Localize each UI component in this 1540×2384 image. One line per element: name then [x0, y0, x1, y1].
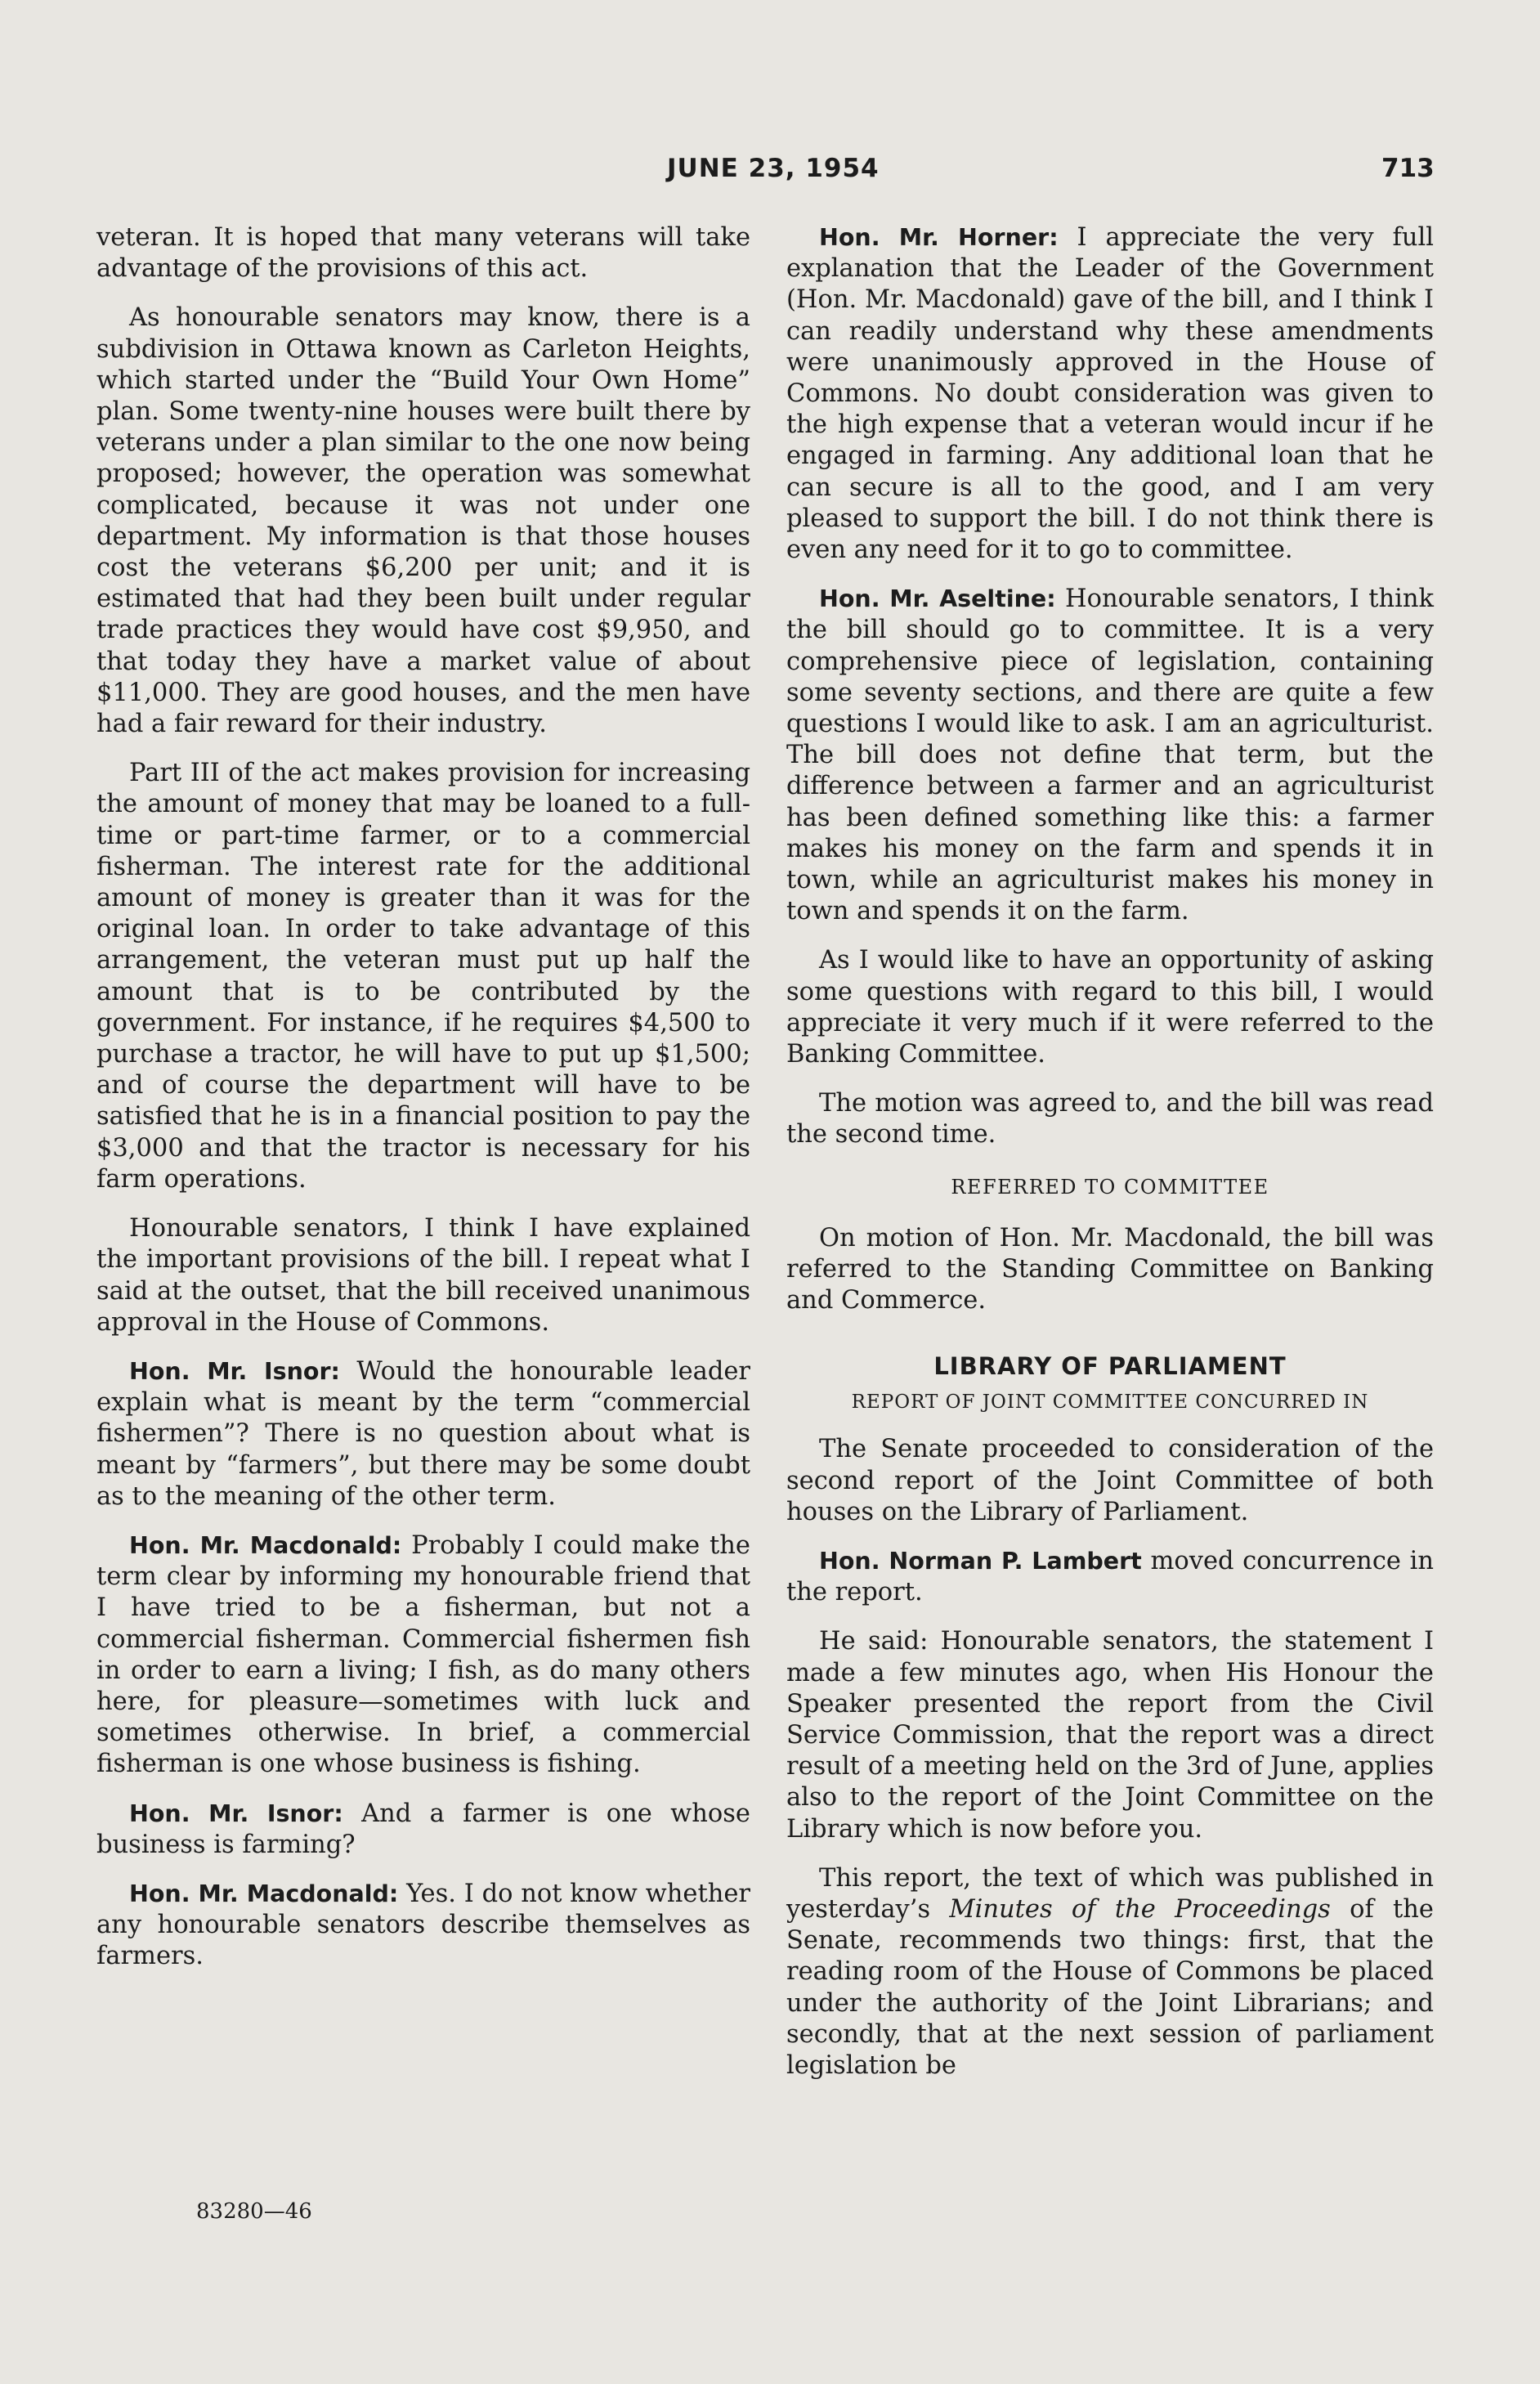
speech-text: And a farmer is one whose business is farming?	[96, 1799, 750, 1859]
speaker-name: Hon. Mr. Macdonald:	[129, 1880, 399, 1907]
speech-text: Would the honourable leader explain what is meant by the term “commercial fishermen”? There is no question about what is meant by “farmers”, but there may be some doubt as to the meaning of the other term.	[96, 1356, 751, 1511]
paragraph: As I would like to have an opportunity of asking some questions with regard to this bill, I would appreciate it very much if it were referred to the Banking Committee.	[786, 946, 1434, 1069]
speaker-name: Hon. Norman P. Lambert	[819, 1547, 1142, 1575]
speaker-name: Hon. Mr. Isnor:	[129, 1357, 340, 1385]
speech-paragraph	[786, 584, 1434, 927]
page-date: JUNE 23, 1954	[667, 154, 880, 183]
speech-text: Honourable senators, I think the bill should go to committee. It is a very comprehensive piece of legislation, containing some seventy sections, and there are quite a few questions I would like to ask. I am an agriculturist. The bill does not define that term, but the difference between a farmer and an agriculturist has been defined something like this: a farmer makes his money on the farm and spends it in town, while an agriculturist makes his money in town and spends it on the farm.	[786, 585, 1434, 926]
right-column	[786, 222, 1434, 2099]
text-run: This report, the text of which was published in yesterday’s	[786, 1863, 1434, 1924]
left-column	[96, 222, 750, 1991]
speaker-name: Hon. Mr. Macdonald:	[129, 1531, 402, 1559]
speech-paragraph	[96, 1879, 750, 1973]
page-number: 713	[1381, 154, 1435, 183]
footer-code: 83280—46	[196, 2199, 312, 2224]
paragraph: He said: Honourable senators, the statement I made a few minutes ago, when His Honour the Speaker presented the report from the Civil Service Commission, that the report was a direct result of a meeting held on the 3rd of June, applies also to the report of the Joint Committee on the Library which is now before you.	[786, 1627, 1434, 1844]
speech-paragraph	[96, 1356, 750, 1512]
publication-title: Minutes of the Proceedings	[949, 1894, 1331, 1924]
section-heading: REFERRED TO COMMITTEE	[951, 1175, 1269, 1199]
speech-text: moved concurrence in the report.	[786, 1546, 1434, 1607]
paragraph: On motion of Hon. Mr. Macdonald, the bill was referred to the Standing Committee on Banking and Commerce.	[786, 1223, 1434, 1315]
paragraph: The motion was agreed to, and the bill was read the second time.	[786, 1089, 1434, 1149]
speaker-name: Hon. Mr. Aseltine:	[819, 585, 1056, 613]
paragraph: The Senate proceeded to consideration of the second report of the Joint Committee of both houses on the Library of Parliament.	[786, 1435, 1434, 1526]
text-run: of the Senate, recommends two things: first, that the reading room of the House of Commons be placed under the authority of the Joint Librarians; and secondly, that at the next session of parliament legislation be	[786, 1894, 1434, 2080]
speech-paragraph	[786, 1546, 1434, 1608]
speaker-name: Hon. Mr. Isnor:	[129, 1799, 343, 1827]
paragraph: Part III of the act makes provision for increasing the amount of money that may be loaned to a full-time or part-time farmer, or to a commercial fisherman. The interest rate for the additional amount of money is greater than it was for the original loan. In order to take advantage of this arrangement, the veteran must put up half the amount that is to be contributed by the government. For instance, if he requires $4,500 to purchase a tractor, he will have to put up $1,500; and of course the department will have to be satisfied that he is in a financial position to pay the $3,000 and that the tractor is necessary for his farm operations.	[96, 759, 750, 1194]
paragraph: Honourable senators, I think I have explained the important provisions of the bill. I repeat what I said at the outset, that the bill received unanimous approval in the House of Commons.	[96, 1214, 750, 1337]
paragraph: veteran. It is hoped that many veterans will take advantage of the provisions of this act.	[96, 223, 750, 284]
speech-text: Probably I could make the term clear by informing my honourable friend that I have tried to be a fisherman, but not a commercial fisherman. Commercial fishermen fish in order to earn a living; I fish, as do many others here, for pleasure—sometimes with luck and sometimes otherwise. In brief, a commercial fisherman is one whose business is fishing.	[96, 1530, 750, 1779]
speaker-name: Hon. Mr. Horner:	[819, 224, 1059, 251]
paragraph: As honourable senators may know, there is a subdivision in Ottawa known as Carleton Heights, which started under the “Build Your Own Home” plan. Some twenty-nine houses were built there by veterans under a plan similar to the one now being proposed; however, the operation was somewhat complicated, because it was not under one department. My information is that those houses cost the veterans $6,200 per unit; and it is estimated that had they been built under regular trade practices they would have cost $9,950, and that today they have a market value of about $11,000. They are good houses, and the men have had a fair reward for their industry.	[96, 303, 750, 739]
speech-paragraph	[786, 222, 1434, 566]
section-title: LIBRARY OF PARLIAMENT	[933, 1352, 1287, 1381]
speech-paragraph	[96, 1799, 750, 1861]
section-subheading: REPORT OF JOINT COMMITTEE CONCURRED IN	[851, 1391, 1369, 1414]
speech-text: I appreciate the very full explanation that the Leader of the Government (Hon. Mr. Macdonald) gave of the bill, and I think I can readily understand why these amendments were unanimously approved in the House of Commons. No doubt consideration was given to the high expense that a veteran would incur if he engaged in farming. Any additional loan that he can secure is all to the good, and I am very pleased to support the bill. I do not think there is even any need for it to go to committee.	[786, 223, 1434, 565]
speech-paragraph	[96, 1530, 750, 1781]
paragraph	[786, 1863, 1434, 2082]
speech-text: Yes. I do not know whether any honourable senators describe themselves as farmers.	[96, 1879, 750, 1971]
